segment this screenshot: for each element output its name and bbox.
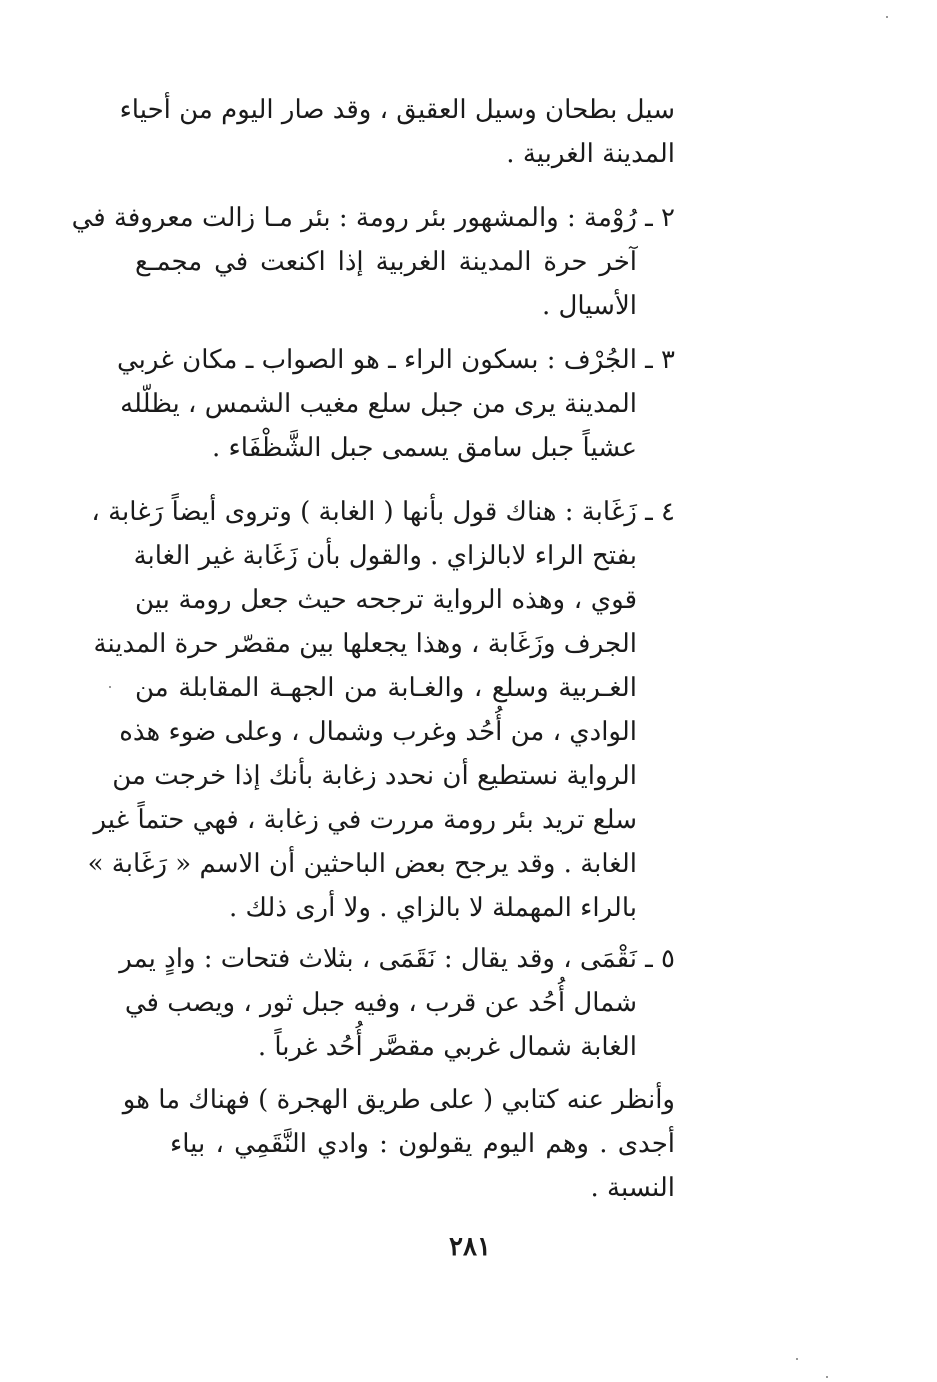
- text-line: الغـربية وسلع ، والغـابة من الجهـة المقابلة من: [135, 673, 637, 703]
- text-line: بالراء المهملة لا بالزاي . ولا أرى ذلك .: [228, 893, 637, 923]
- text-line: الرواية نستطيع أن نحدد زغابة بأنك إذا خرجت من: [112, 761, 637, 791]
- footnote-5: [119, 937, 675, 1069]
- page-number: ٢٨١: [449, 1232, 491, 1262]
- text-line: الجُرْف : بسكون الراء ـ هو الصواب ـ مكان غربي: [117, 345, 637, 375]
- text-line: الوادي ، من أُحُد وغرب وشمال ، وعلى ضوء هذه: [119, 717, 637, 747]
- text-line: النسبة .: [590, 1173, 675, 1203]
- text-line: رُوْمة : والمشهور بئر رومة : بئر مـا زالت معروفة في: [71, 203, 637, 233]
- text-line: أجدى . وهم اليوم يقولون : وادي النَّقَمِي ، بياء: [170, 1129, 675, 1159]
- scan-speck: [886, 16, 888, 18]
- text-line: آخر حرة المدينة الغربية إذا اكنعت في مجمـع: [135, 247, 637, 277]
- note-number: ٣ ـ: [645, 345, 675, 375]
- text-line: سلع تريد بئر رومة مررت في زغابة ، فهي حتماً غير: [93, 805, 637, 835]
- note-body: [71, 196, 637, 328]
- text-line: قوي ، وهذه الرواية ترجحه حيث جعل رومة بين: [135, 585, 637, 615]
- scan-speck: [826, 1376, 828, 1378]
- note-number: ٥ ـ: [645, 944, 675, 974]
- footnote-2: [71, 196, 675, 328]
- footnote-4: [87, 490, 675, 930]
- text-line: الأسيال .: [541, 291, 637, 321]
- text-line: نَقْمَى ، وقد يقال : نَقَمَى ، بثلاث فتحات : وادٍ يمر: [119, 944, 637, 974]
- note-body: [87, 490, 637, 930]
- scan-speck: [796, 1358, 798, 1360]
- note-body: [119, 937, 637, 1069]
- note-body: [117, 338, 637, 470]
- text-line: عشياً جبل سامق يسمى جبل الشَّظْفَاء .: [212, 433, 637, 463]
- note-number: ٤ ـ: [645, 497, 675, 527]
- intro-paragraph: [119, 88, 675, 176]
- text-line: المدينة الغربية .: [506, 139, 675, 169]
- scan-speck: [109, 686, 111, 688]
- text-line: بفتح الراء لابالزاي . والقول بأن زَغَابة غير الغابة: [133, 541, 637, 571]
- text-line: وأنظر عنه كتابي ( على طريق الهجرة ) فهناك ما هو: [122, 1085, 675, 1115]
- footnote-3: [117, 338, 675, 470]
- afterword-paragraph: [122, 1078, 675, 1210]
- text-line: سيل بطحان وسيل العقيق ، وقد صار اليوم من أحياء: [119, 95, 675, 125]
- note-number: ٢ ـ: [645, 203, 675, 233]
- text-line: المدينة يرى من جبل سلع مغيب الشمس ، يظلّله: [120, 389, 637, 419]
- text-line: شمال أُحُد عن قرب ، وفيه جبل ثور ، ويصب في: [124, 988, 637, 1018]
- text-line: زَغَابة : هناك قول بأنها ( الغابة ) وتروى أيضاً رَغابة ،: [91, 497, 637, 527]
- text-line: الغابة شمال غربي مقصَّر أُحُد غرباً .: [257, 1032, 637, 1062]
- text-line: الجرف وزَغَابة ، وهذا يجعلها بين مقصّر حرة المدينة: [93, 629, 637, 659]
- text-line: الغابة . وقد يرجح بعض الباحثين أن الاسم « رَغَابة »: [87, 849, 637, 879]
